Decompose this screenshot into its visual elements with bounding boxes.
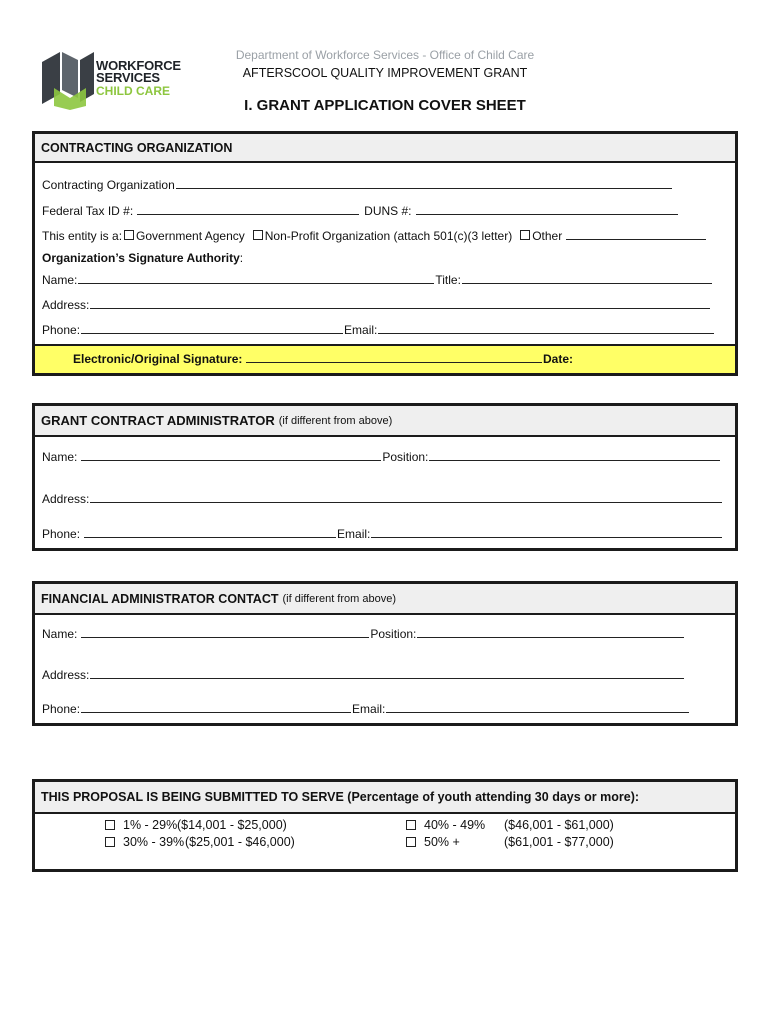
duns-label: DUNS #: [364, 204, 412, 218]
email-field[interactable] [378, 323, 714, 334]
name-field[interactable] [81, 450, 381, 461]
phone-label: Phone: [42, 527, 81, 541]
address-row [42, 298, 711, 312]
logo-wordmark [96, 60, 181, 97]
phone-label: Phone: [42, 323, 81, 337]
name-field[interactable] [81, 627, 369, 638]
address-field[interactable] [90, 298, 710, 309]
serve-option-1[interactable] [105, 818, 287, 832]
other-checkbox[interactable] [520, 230, 530, 240]
logo-line-child-care: CHILD CARE [96, 84, 170, 98]
date-label: Date: [542, 352, 573, 366]
phone-field[interactable] [84, 527, 336, 538]
serve-option-2[interactable] [105, 835, 295, 849]
section-header [35, 406, 735, 437]
name-field[interactable] [78, 273, 434, 284]
financial-admin-address-row [42, 668, 685, 682]
option-range: ($61,001 - $77,000) [504, 835, 614, 849]
title-field[interactable] [462, 273, 712, 284]
signature-bar [35, 344, 735, 373]
signature-authority-colon: : [239, 251, 244, 265]
department-heading: Department of Workforce Services - Office of Child Care [235, 48, 535, 62]
signature-authority-label: Organization’s Signature Authority [42, 251, 240, 265]
grant-admin-name-row [42, 450, 721, 464]
authority-name-row [42, 273, 713, 287]
option-range: ($25,001 - $46,000) [185, 835, 295, 849]
signature-field[interactable] [246, 352, 542, 363]
section-title: GRANT CONTRACT ADMINISTRATOR [41, 413, 275, 428]
government-agency-checkbox[interactable] [124, 230, 134, 240]
contracting-organization-section [32, 131, 738, 376]
signature-authority-row [42, 251, 729, 265]
option-percentage: 40% - 49% [424, 818, 486, 832]
logo-line-workforce: WORKFORCE [96, 58, 181, 73]
page-title: I. GRANT APPLICATION COVER SHEET [244, 97, 526, 114]
contracting-org-field[interactable] [176, 178, 672, 189]
checkbox[interactable] [406, 837, 416, 847]
option-percentage: 1% - 29% [123, 818, 178, 832]
tax-id-label: Federal Tax ID #: [42, 204, 134, 218]
position-label: Position: [382, 450, 429, 464]
position-label: Position: [370, 627, 417, 641]
section-title: FINANCIAL ADMINISTRATOR CONTACT [41, 591, 279, 606]
name-label: Name: [42, 627, 78, 641]
name-label: Name: [42, 273, 78, 287]
section-title: CONTRACTING ORGANIZATION [41, 140, 233, 155]
entity-type-row [42, 229, 707, 243]
phone-email-row [42, 323, 715, 337]
other-field[interactable] [566, 229, 706, 240]
financial-admin-phone-email-row [42, 702, 690, 716]
non-profit-label: Non-Profit Organization (attach 501(c)(3 letter) [264, 229, 513, 243]
checkbox[interactable] [105, 820, 115, 830]
option-percentage: 50% + [424, 835, 460, 849]
position-field[interactable] [429, 450, 720, 461]
grant-admin-phone-email-row [42, 527, 723, 541]
address-label: Address: [42, 492, 90, 506]
email-label: Email: [337, 527, 371, 541]
contracting-org-row [42, 178, 673, 192]
position-field[interactable] [417, 627, 684, 638]
financial-administrator-section [32, 581, 738, 726]
grant-administrator-section [32, 403, 738, 551]
address-field[interactable] [90, 668, 684, 679]
option-range: ($46,001 - $61,000) [504, 818, 614, 832]
address-label: Address: [42, 298, 90, 312]
option-range: ($14,001 - $25,000) [177, 818, 287, 832]
phone-field[interactable] [81, 323, 343, 334]
section-note: (if different from above) [282, 592, 396, 605]
duns-field[interactable] [416, 204, 679, 215]
email-label: Email: [352, 702, 386, 716]
email-label: Email: [344, 323, 378, 337]
financial-admin-name-row [42, 627, 685, 641]
email-field[interactable] [371, 527, 722, 538]
government-agency-label: Government Agency [136, 229, 245, 243]
phone-field[interactable] [81, 702, 351, 713]
address-label: Address: [42, 668, 90, 682]
proposal-serve-section [32, 779, 738, 872]
non-profit-checkbox[interactable] [253, 230, 263, 240]
section-header [35, 584, 735, 615]
phone-label: Phone: [42, 702, 81, 716]
address-field[interactable] [90, 492, 722, 503]
title-label: Title: [435, 273, 461, 287]
tax-id-field[interactable] [137, 204, 359, 215]
option-percentage: 30% - 39% [123, 835, 185, 849]
name-label: Name: [42, 450, 78, 464]
contracting-org-label: Contracting Organization [42, 178, 175, 192]
logo-line-services: SERVICES [96, 70, 160, 85]
grant-heading: AFTERSCOOL QUALITY IMPROVEMENT GRANT [242, 66, 528, 80]
checkbox[interactable] [105, 837, 115, 847]
checkbox[interactable] [406, 820, 416, 830]
other-label: Other [532, 229, 563, 243]
email-field[interactable] [386, 702, 689, 713]
entity-type-label: This entity is a: [42, 229, 123, 243]
grant-admin-address-row [42, 492, 723, 506]
section-note: (if different from above) [278, 414, 393, 427]
section-header [35, 782, 735, 814]
section-title: THIS PROPOSAL IS BEING SUBMITTED TO SERVE (Percentage of youth attending 30 days or more): [41, 790, 640, 804]
signature-label: Electronic/Original Signature: [73, 352, 243, 366]
serve-option-4[interactable] [406, 835, 614, 849]
serve-option-3[interactable] [406, 818, 614, 832]
section-header [35, 134, 735, 163]
tax-duns-row [42, 204, 679, 218]
